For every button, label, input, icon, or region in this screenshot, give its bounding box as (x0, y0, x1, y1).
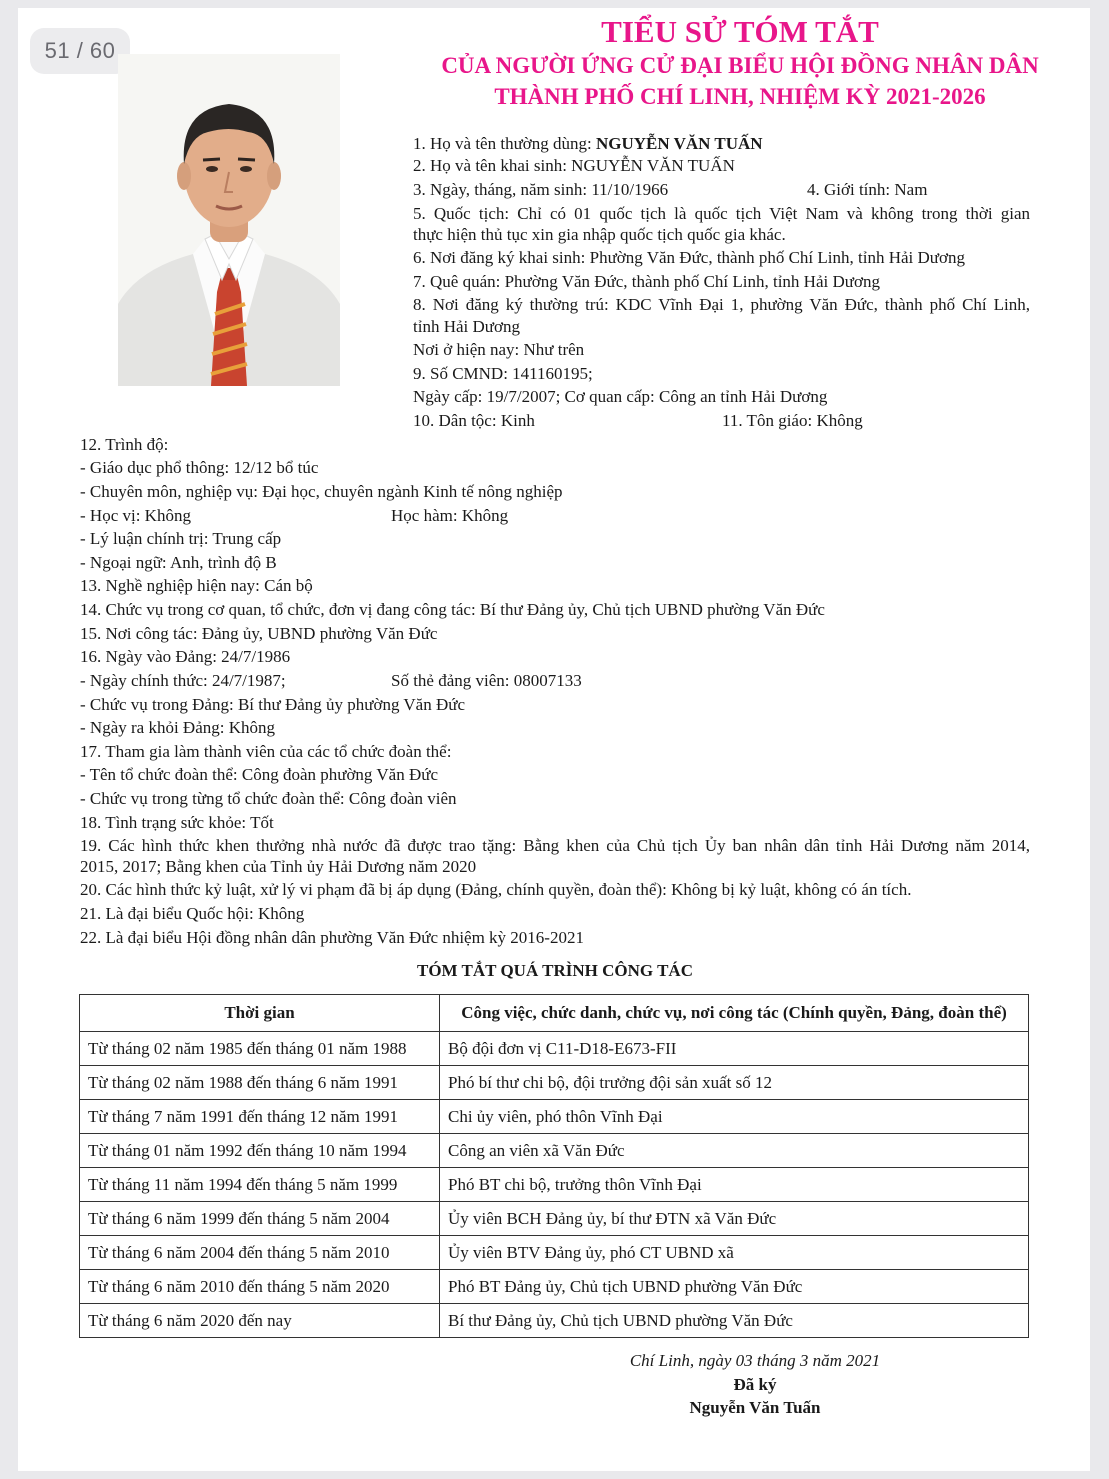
bio-education-heading: 12. Trình độ: (80, 435, 169, 454)
document-subtitle-1: CỦA NGƯỜI ỨNG CỬ ĐẠI BIỂU HỘI ĐỒNG NHÂN DÂN (441, 53, 1039, 78)
duty-cell: Phó bí thư chi bộ, đội trưởng đội sản xuất số 12 (440, 1066, 1029, 1100)
duty-cell: Ủy viên BTV Đảng ủy, phó CT UBND xã (440, 1236, 1029, 1270)
bio-awards: 19. Các hình thức khen thưởng nhà nước đã được trao tặng: Bằng khen của Chủ tịch Ủy ban nhân dân tỉnh Hải Dương năm 2014, (80, 836, 1030, 855)
page-counter: 51 / 60 (30, 28, 130, 74)
table-row (80, 1202, 1029, 1236)
bio-party-join-date: 16. Ngày vào Đảng: 24/7/1986 (80, 647, 291, 666)
table-header-row (80, 995, 1029, 1032)
signature-place-date: Chí Linh, ngày 03 tháng 3 năm 2021 (629, 1351, 881, 1370)
duty-cell: Phó BT chi bộ, trưởng thôn Vĩnh Đại (440, 1168, 1029, 1202)
table-row (80, 1168, 1029, 1202)
bio-religion: 11. Tôn giáo: Không (722, 411, 863, 430)
period-cell: Từ tháng 6 năm 2010 đến tháng 5 năm 2020 (80, 1270, 440, 1304)
bio-nationality-cont: thực hiện thủ tục xin gia nhập quốc tịch quốc gia khác. (413, 225, 786, 244)
period-cell: Từ tháng 6 năm 1999 đến tháng 5 năm 2004 (80, 1202, 440, 1236)
period-cell: Từ tháng 7 năm 1991 đến tháng 12 năm 1991 (80, 1100, 440, 1134)
bio-party-card-number: Số thẻ đảng viên: 08007133 (391, 671, 582, 690)
bio-gender: 4. Giới tính: Nam (807, 180, 928, 199)
duty-cell: Bộ đội đơn vị C11-D18-E673-FII (440, 1032, 1029, 1066)
table-row (80, 1032, 1029, 1066)
table-row (80, 1236, 1029, 1270)
duty-cell: Công an viên xã Văn Đức (440, 1134, 1029, 1168)
bio-current-residence: Nơi ở hiện nay: Như trên (413, 340, 585, 359)
column-header-period: Thời gian (80, 995, 440, 1032)
bio-organizations-heading: 17. Tham gia làm thành viên của các tổ chức đoàn thể: (80, 742, 452, 761)
bio-party-official-date: - Ngày chính thức: 24/7/1987; (80, 671, 286, 690)
bio-national-assembly: 21. Là đại biểu Quốc hội: Không (80, 904, 305, 923)
bio-party-position: - Chức vụ trong Đảng: Bí thư Đảng ủy phường Văn Đức (80, 695, 466, 714)
bio-academic-title: Học hàm: Không (391, 506, 509, 525)
bio-position: 14. Chức vụ trong cơ quan, tổ chức, đơn vị đang công tác: Bí thư Đảng ủy, Chủ tịch UBND phường Văn Đức (80, 600, 825, 619)
bio-common-name (413, 134, 763, 154)
work-history-title: TÓM TẮT QUÁ TRÌNH CÔNG TÁC (417, 961, 693, 980)
bio-professional-qualification: - Chuyên môn, nghiệp vụ: Đại học, chuyên ngành Kinh tế nông nghiệp (80, 482, 563, 501)
signature-signed-note: Đã ký (733, 1375, 777, 1394)
bio-hometown: 7. Quê quán: Phường Văn Đức, thành phố Chí Linh, tỉnh Hải Dương (413, 272, 880, 291)
bio-permanent-residence-cont: tỉnh Hải Dương (413, 317, 520, 336)
candidate-portrait-photo (118, 54, 340, 386)
bio-common-name-label: 1. Họ và tên thường dùng: (413, 134, 596, 153)
bio-permanent-residence: 8. Nơi đăng ký thường trú: KDC Vĩnh Đại 1, phường Văn Đức, thành phố Chí Linh, (413, 295, 1030, 314)
bio-common-name-value: NGUYỄN VĂN TUẤN (596, 134, 763, 153)
bio-ethnicity: 10. Dân tộc: Kinh (413, 411, 535, 430)
bio-occupation: 13. Nghề nghiệp hiện nay: Cán bộ (80, 576, 313, 595)
bio-health: 18. Tình trạng sức khỏe: Tốt (80, 813, 274, 832)
table-row (80, 1100, 1029, 1134)
duty-cell: Bí thư Đảng ủy, Chủ tịch UBND phường Văn Đức (440, 1304, 1029, 1338)
bio-id-number: 9. Số CMND: 141160195; (413, 364, 593, 383)
bio-political-theory: - Lý luận chính trị: Trung cấp (80, 529, 282, 548)
bio-workplace: 15. Nơi công tác: Đảng ủy, UBND phường Văn Đức (80, 624, 438, 643)
bio-birth-name: 2. Họ và tên khai sinh: NGUYỄN VĂN TUẤN (413, 156, 735, 175)
period-cell: Từ tháng 11 năm 1994 đến tháng 5 năm 1999 (80, 1168, 440, 1202)
table-row (80, 1066, 1029, 1100)
bio-birth-registration: 6. Nơi đăng ký khai sinh: Phường Văn Đức, thành phố Chí Linh, tỉnh Hải Dương (413, 248, 965, 267)
duty-cell: Ủy viên BCH Đảng ủy, bí thư ĐTN xã Văn Đức (440, 1202, 1029, 1236)
period-cell: Từ tháng 02 năm 1988 đến tháng 6 năm 1991 (80, 1066, 440, 1100)
bio-foreign-language: - Ngoại ngữ: Anh, trình độ B (80, 553, 277, 572)
document-subtitle-2: THÀNH PHỐ CHÍ LINH, NHIỆM KỲ 2021-2026 (494, 84, 986, 109)
work-history-table (79, 994, 1029, 1338)
duty-cell: Phó BT Đảng ủy, Chủ tịch UBND phường Văn Đức (440, 1270, 1029, 1304)
bio-organization-name: - Tên tổ chức đoàn thể: Công đoàn phường Văn Đức (80, 765, 438, 784)
bio-organization-role: - Chức vụ trong từng tổ chức đoàn thể: Công đoàn viên (80, 789, 457, 808)
table-row (80, 1270, 1029, 1304)
bio-awards-cont: 2015, 2017; Bằng khen của Tỉnh ủy Hải Dương năm 2020 (80, 857, 477, 876)
period-cell: Từ tháng 6 năm 2004 đến tháng 5 năm 2010 (80, 1236, 440, 1270)
bio-id-issue: Ngày cấp: 19/7/2007; Cơ quan cấp: Công an tỉnh Hải Dương (413, 387, 828, 406)
document-title: TIỂU SỬ TÓM TẮT (601, 14, 879, 49)
bio-party-exit: - Ngày ra khỏi Đảng: Không (80, 718, 275, 737)
signature-name: Nguyễn Văn Tuấn (689, 1398, 821, 1417)
duty-cell: Chi ủy viên, phó thôn Vĩnh Đại (440, 1100, 1029, 1134)
bio-council-member: 22. Là đại biểu Hội đồng nhân dân phường Văn Đức nhiệm kỳ 2016-2021 (80, 928, 584, 947)
bio-birth-date: 3. Ngày, tháng, năm sinh: 11/10/1966 (413, 180, 669, 199)
period-cell: Từ tháng 6 năm 2020 đến nay (80, 1304, 440, 1338)
bio-discipline: 20. Các hình thức kỷ luật, xử lý vi phạm đã bị áp dụng (Đảng, chính quyền, đoàn thể): Không bị kỷ luật, không có án tích. (80, 880, 912, 899)
bio-nationality: 5. Quốc tịch: Chỉ có 01 quốc tịch là quốc tịch Việt Nam và không trong thời gian (413, 204, 1030, 223)
period-cell: Từ tháng 02 năm 1985 đến tháng 01 năm 1988 (80, 1032, 440, 1066)
column-header-duties: Công việc, chức danh, chức vụ, nơi công tác (Chính quyền, Đảng, đoàn thể) (440, 995, 1029, 1032)
table-row (80, 1134, 1029, 1168)
period-cell: Từ tháng 01 năm 1992 đến tháng 10 năm 1994 (80, 1134, 440, 1168)
table-row (80, 1304, 1029, 1338)
bio-general-education: - Giáo dục phổ thông: 12/12 bổ túc (80, 458, 319, 477)
bio-academic-degree: - Học vị: Không (80, 506, 191, 525)
